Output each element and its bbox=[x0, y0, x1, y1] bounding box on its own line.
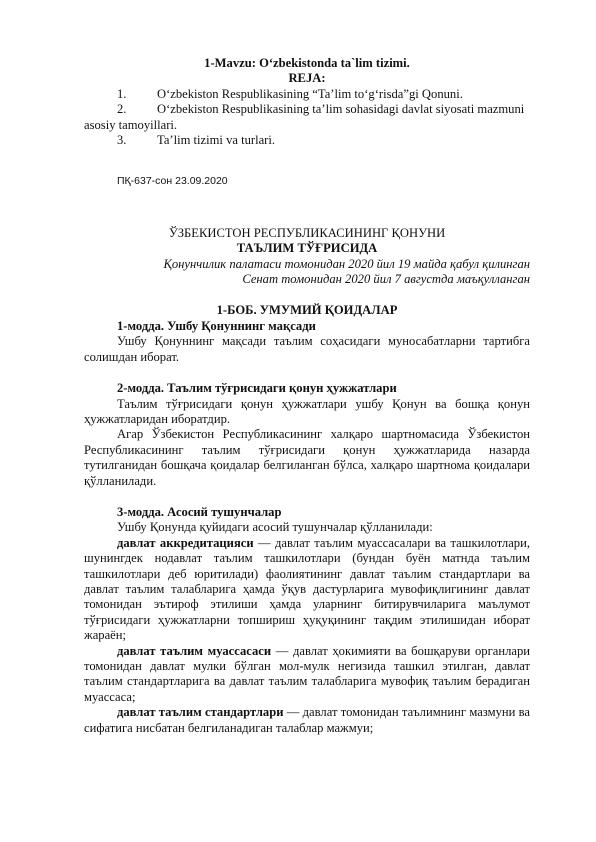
list-number: 2. bbox=[117, 102, 127, 117]
list-number: 1. bbox=[117, 86, 127, 101]
definition-item bbox=[84, 705, 530, 736]
list-item bbox=[84, 102, 530, 117]
definition-item bbox=[84, 536, 530, 644]
article-2-paragraph-1: Таълим тўғрисидаги қонун ҳужжатлари ушбу Қонун ва бошқа қонун ҳужжатларидан иборатдир. bbox=[84, 396, 530, 426]
definition-item bbox=[84, 644, 530, 706]
list-text: O‘zbekiston Respublikasining ta’lim sohasidagi davlat siyosati mazmuni bbox=[157, 102, 525, 117]
list-item bbox=[84, 133, 530, 148]
definition-term: давлат таълим стандартлари bbox=[117, 705, 284, 720]
list-text: Ta’lim tizimi va turlari. bbox=[157, 133, 276, 148]
article-3-title: 3-модда. Асосий тушунчалар bbox=[117, 504, 282, 519]
plan-heading: REJA: bbox=[288, 71, 326, 86]
article-1-text: Ушбу Қонуннинг мақсади таълим соҳасидаги муносабатларни тартибга солишдан иборат. bbox=[84, 334, 530, 364]
list-text: O‘zbekiston Respublikasining “Ta’lim to‘g‘risda”gi Qonuni. bbox=[157, 86, 463, 101]
article-3-intro: Ушбу Қонунда қуйидаги асосий тушунчалар қўлланилади: bbox=[117, 520, 433, 535]
chapter-title: 1-БОБ. УМУМИЙ ҚОИДАЛАР bbox=[216, 303, 398, 318]
law-name: ТАЪЛИМ ТЎҒРИСИДА bbox=[236, 241, 378, 256]
law-country: ЎЗБЕКИСТОН РЕСПУБЛИКАСИНИНГ ҚОНУНИ bbox=[168, 225, 446, 240]
article-2-paragraph-2: Агар Ўзбекистон Республикасининг халқаро шартномасида Ўзбекистон Республикасининг таълим тўғрисидаги қонун ҳужжатларида назарда тутилганидан бошқача қоидалар белгиланган бўлса, халқаро шартнома қоидалари қўлланилади. bbox=[84, 427, 530, 488]
list-number: 3. bbox=[117, 133, 127, 148]
article-1-title: 1-модда. Ушбу Қонуннинг мақсади bbox=[117, 318, 316, 333]
law-adopted: Қонунчилик палатаси томонидан 2020 йил 19 майда қабул қилинган bbox=[163, 256, 530, 271]
definition-text: — давлат томонидан таълимнинг мазмуни ва сифатига нисбатан белгиланадиган талаблар мажмуи; bbox=[84, 705, 531, 735]
definition-term: давлат аккредитацияси bbox=[117, 535, 254, 550]
list-text-continuation: asosiy tamoyillari. bbox=[84, 117, 178, 132]
article-2-title: 2-модда. Таълим тўғрисидаги қонун ҳужжатлари bbox=[117, 381, 397, 396]
definition-term: давлат таълим муассасаси bbox=[117, 643, 272, 658]
plan-list bbox=[84, 87, 530, 149]
decree-reference: ПҚ-637-сон 23.09.2020 bbox=[117, 175, 228, 188]
definition-text: — давлат ҳокимияти ва бошқаруви органлари томонидан давлат мулки бўлган мол-мулк негизида ташкил этилган, давлат таълим стандартларига ва давлат таълим талабларига мувофиқ таълим берадиган муассаса; bbox=[84, 643, 530, 704]
topic-title: 1-Mavzu: O‘zbekistonda ta`lim tizimi. bbox=[204, 56, 410, 70]
document-content bbox=[84, 56, 530, 736]
list-item bbox=[84, 87, 530, 102]
definition-text: — давлат таълим муассасалари ва ташкилотлари, шунингдек нодавлат таълим ташкилотлари (бундан буён матнда таълим ташкилотлари деб юритилади) фаолиятининг давлат таълим стандартлари ва давлат таълим талабларига ҳамда ўқув дастурларига мувофиқлигининг давлат томонидан эътироф этилиши ҳамда уларнинг битирувчиларига маълумот тўғрисидаги ҳужжатларни топшириш ҳуқуқининг тақдим этилишидан иборат жараён; bbox=[84, 535, 530, 643]
law-approved: Сенат томонидан 2020 йил 7 августда маъқулланган bbox=[242, 272, 530, 287]
